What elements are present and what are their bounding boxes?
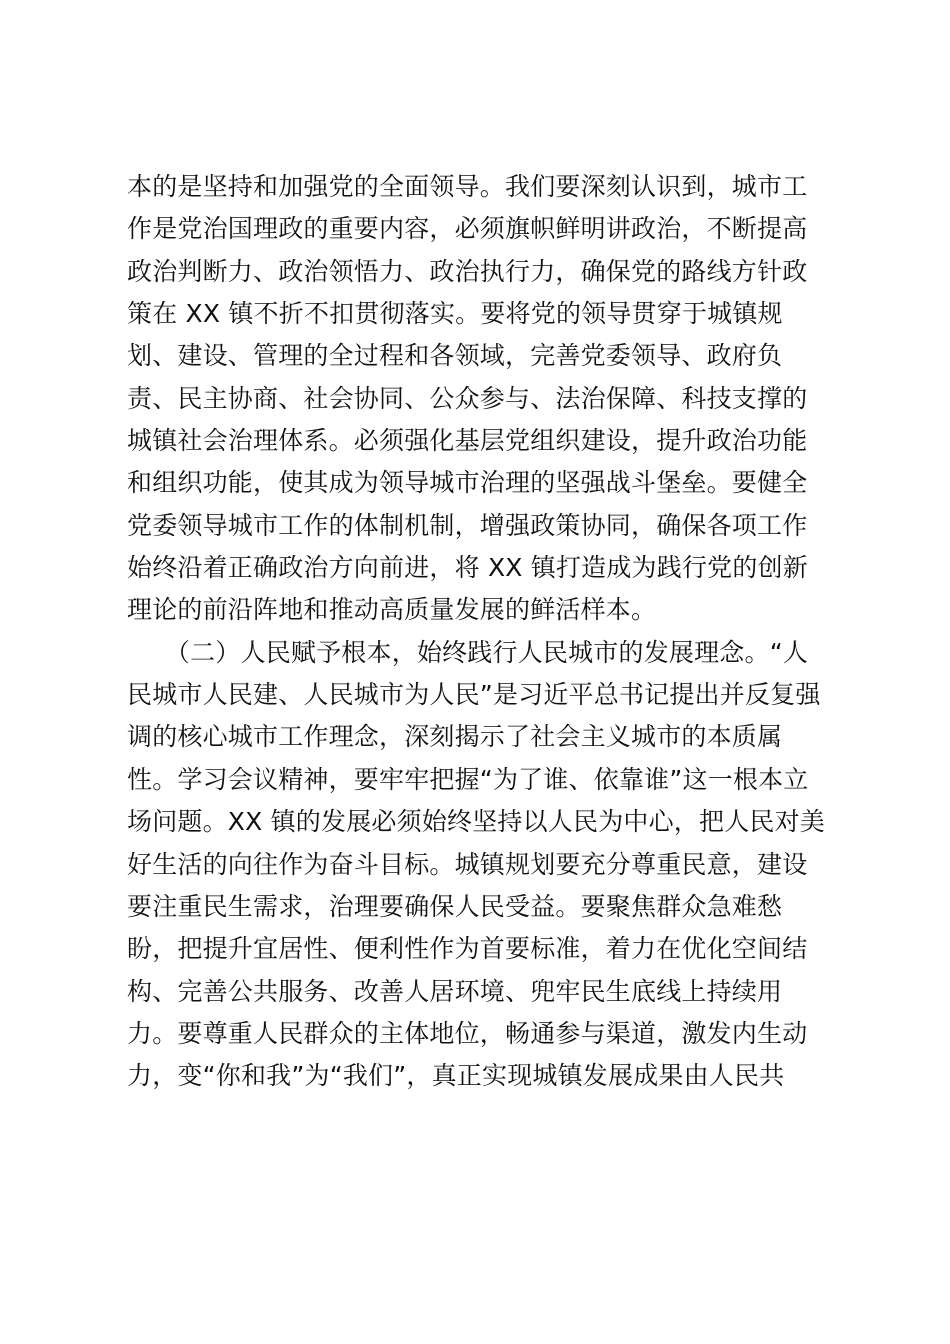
text-line: 本的是坚持和加强党的全面领导。我们要深刻认识到，城市工 xyxy=(127,172,808,201)
text-line: 城镇社会治理体系。必须强化基层党组织建设，提升政治功能 xyxy=(127,426,808,456)
body-text xyxy=(127,166,847,1098)
text-line: 和组织功能，使其成为领导城市治理的坚强战斗堡垒。要健全 xyxy=(127,468,808,498)
text-line: 政治判断力、政治领悟力、政治执行力，确保党的路线方针政 xyxy=(127,256,808,286)
text-line: 场问题。XX 镇的发展必须始终坚持以人民为中心，把人民对美 xyxy=(127,807,826,837)
text-line: 划、建设、管理的全过程和各领域，完善党委领导、政府负 xyxy=(127,341,783,371)
text-line: 盼，把提升宜居性、便利性作为首要标准，着力在优化空间结 xyxy=(127,934,808,964)
text-line: 党委领导城市工作的体制机制，增强政策协同，确保各项工作 xyxy=(127,510,808,540)
text-line: 要注重民生需求，治理要确保人民受益。要聚焦群众急难愁 xyxy=(127,891,783,921)
text-line: 策在 XX 镇不折不扣贯彻落实。要将党的领导贯穿于城镇规 xyxy=(127,299,783,329)
text-line: 始终沿着正确政治方向前进，将 XX 镇打造成为践行党的创新 xyxy=(127,553,808,583)
text-line: 作是党治国理政的重要内容，必须旗帜鲜明讲政治，不断提高 xyxy=(127,214,808,244)
text-line: 调的核心城市工作理念，深刻揭示了社会主义城市的本质属 xyxy=(127,722,783,752)
text-line: 构、完善公共服务、改善人居环境、兜牢民生底线上持续用 xyxy=(127,976,783,1006)
text-line: 责、民主协商、社会协同、公众参与、法治保障、科技支撑的 xyxy=(127,383,808,413)
text-line: 理论的前沿阵地和推动高质量发展的鲜活样本。 xyxy=(127,595,657,625)
text-line: 民城市人民建、人民城市为人民”是习近平总书记提出并反复强 xyxy=(127,680,821,710)
text-line: 力，变“你和我”为“我们”，真正实现城镇发展成果由人民共 xyxy=(127,1061,785,1091)
text-line: 性。学习会议精神，要牢牢把握“为了谁、依靠谁”这一根本立 xyxy=(127,764,809,794)
section-heading-line: （二）人民赋予根本，始终践行人民城市的发展理念。“人 xyxy=(127,637,809,667)
text-line: 力。要尊重人民群众的主体地位，畅通参与渠道，激发内生动 xyxy=(127,1018,808,1048)
text-line: 好生活的向往作为奋斗目标。城镇规划要充分尊重民意，建设 xyxy=(127,849,808,879)
